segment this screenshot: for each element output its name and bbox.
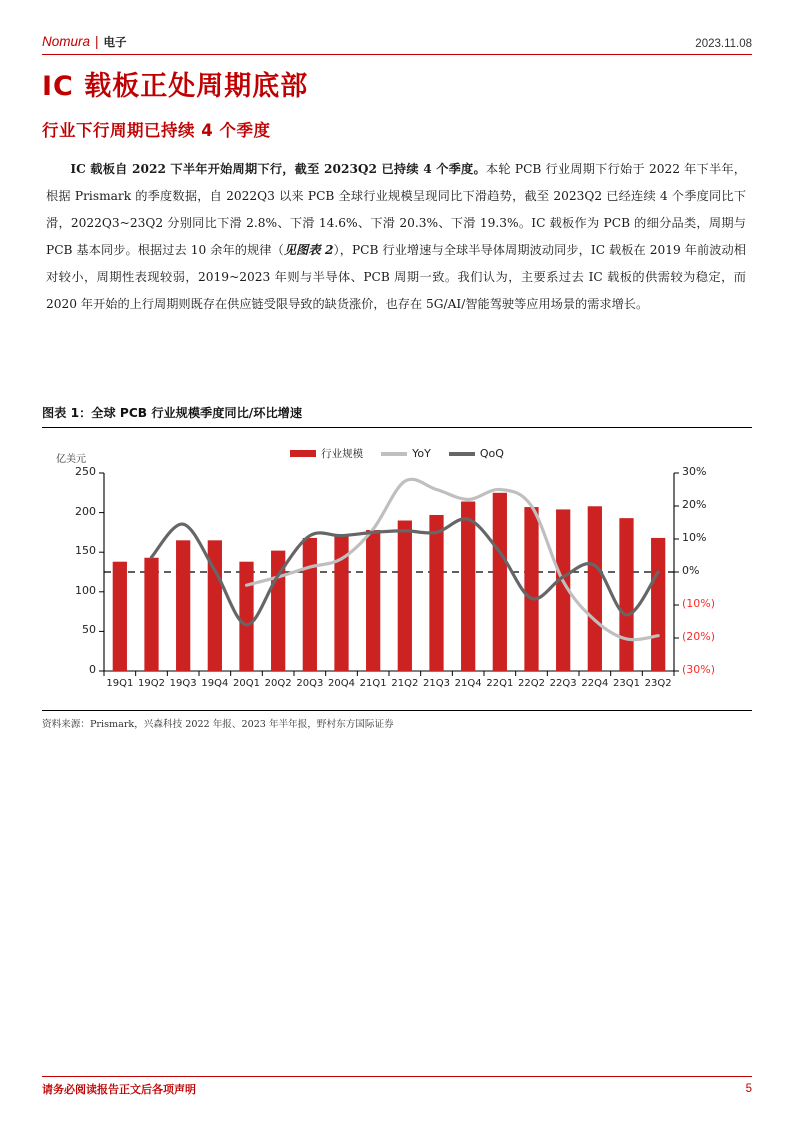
x-axis-tick-label: 22Q4 [581, 678, 609, 689]
body-paragraph [46, 156, 746, 318]
section-subtitle: 行业下行周期已持续 4 个季度 [42, 121, 271, 140]
y-axis-tick-right: (30%) [682, 663, 716, 676]
y-axis-tick-right: 30% [682, 465, 707, 478]
header-date: 2023.11.08 [695, 38, 752, 50]
exhibit-title: 图表 1：全球 PCB 行业规模季度同比/环比增速 [42, 406, 303, 420]
y-axis-tick-left: 0 [89, 663, 96, 676]
header-sector-label: 电子 [103, 35, 127, 49]
paragraph-body-2: ），PCB 行业增速与全球半导体周期波动同步，IC 载板在 2019 年前波动相对较小，周期性表现较弱，2019~2023 年则与半导体、PCB 周期一致。我们认为，主要系过去 IC 载板的供需较为稳定，而 2020 年开始的上行周期则既存在供应链受限导致的缺货涨价，也存在 5G/AI/智能驾驶等应用场景的需求增长。 [46, 243, 746, 311]
x-axis-tick-label: 21Q2 [391, 678, 419, 689]
y-axis-tick-right: 0% [682, 564, 700, 577]
y-axis-tick-right: 10% [682, 531, 707, 544]
x-axis-tick-label: 21Q3 [423, 678, 450, 689]
x-axis-tick-label: 23Q2 [644, 678, 672, 689]
page-title: IC 载板正处周期底部 [42, 71, 309, 102]
y-axis-tick-left: 200 [75, 504, 96, 518]
brand-logo: Nomura [42, 34, 91, 49]
x-axis-tick-label: 20Q2 [264, 678, 292, 689]
paragraph-emphasis: 见图表 2 [283, 243, 334, 257]
x-axis-tick-label: 19Q2 [138, 678, 165, 689]
x-axis-tick-label: 20Q3 [296, 678, 324, 689]
x-axis-tick-label: 19Q3 [169, 678, 197, 689]
header-left-group [42, 34, 127, 50]
pcb-quarterly-chart [42, 428, 752, 708]
legend-label-qoq: QoQ [479, 447, 504, 460]
y-axis-tick-right: (20%) [682, 630, 716, 643]
x-axis-tick-label: 21Q1 [359, 678, 387, 689]
x-axis-tick-label: 20Q1 [233, 678, 260, 689]
x-axis-tick-label: 21Q4 [454, 678, 482, 689]
y-axis-tick-right: (10%) [682, 597, 716, 610]
x-axis-tick-label: 22Q1 [486, 678, 514, 689]
chart-svg [42, 428, 752, 708]
y-axis-tick-left: 50 [82, 623, 96, 637]
y-axis-tick-left: 100 [75, 583, 96, 597]
y-axis-tick-left: 250 [75, 465, 96, 478]
footer-disclaimer: 请务必阅读报告正文后各项声明 [42, 1083, 196, 1096]
x-axis-tick-label: 19Q4 [201, 678, 229, 689]
footer-page-number: 5 [745, 1083, 752, 1095]
y-axis-tick-right: 20% [682, 498, 707, 511]
chart-unit-label: 亿美元 [56, 454, 86, 465]
exhibit-block [42, 404, 752, 730]
paragraph-lead: IC 载板自 2022 下半年开始周期下行，截至 2023Q2 已持续 4 个季度。 [70, 162, 486, 176]
exhibit-source: 资料来源：Prismark，兴森科技 2022 年报、2023 年半年报，野村东方国际证券 [42, 719, 394, 730]
legend-label-yoy: YoY [412, 447, 431, 460]
x-axis-tick-label: 20Q4 [328, 678, 355, 689]
x-axis-tick-label: 19Q1 [106, 678, 134, 689]
paragraph-body-1: 本轮 PCB 行业周期下行始于 2022 年下半年，根据 Prismark 的季度数据，自 2022Q3 以来 PCB 全球行业规模呈现同比下滑趋势，截至 2023Q2 已经连续 4 个季度同比下滑，2022Q3~23Q2 分别同比下滑 2.8%、下滑 14.6%、下滑 20.3%、下滑 19.3%。IC 载板作为 PCB 的细分品类，周期与 PCB 基本同步。根据过去 10 余年的规律（ [46, 162, 746, 257]
legend-label-bar: 行业规模 [321, 448, 364, 460]
x-axis-tick-label: 22Q2 [518, 678, 545, 689]
x-axis-tick-label: 22Q3 [549, 678, 577, 689]
header-separator: | [95, 34, 99, 49]
chart-canvas [42, 428, 752, 708]
page-header [42, 22, 752, 55]
x-axis-tick-label: 23Q1 [613, 678, 640, 689]
y-axis-tick-left: 150 [75, 544, 96, 558]
page-footer [42, 1076, 752, 1097]
